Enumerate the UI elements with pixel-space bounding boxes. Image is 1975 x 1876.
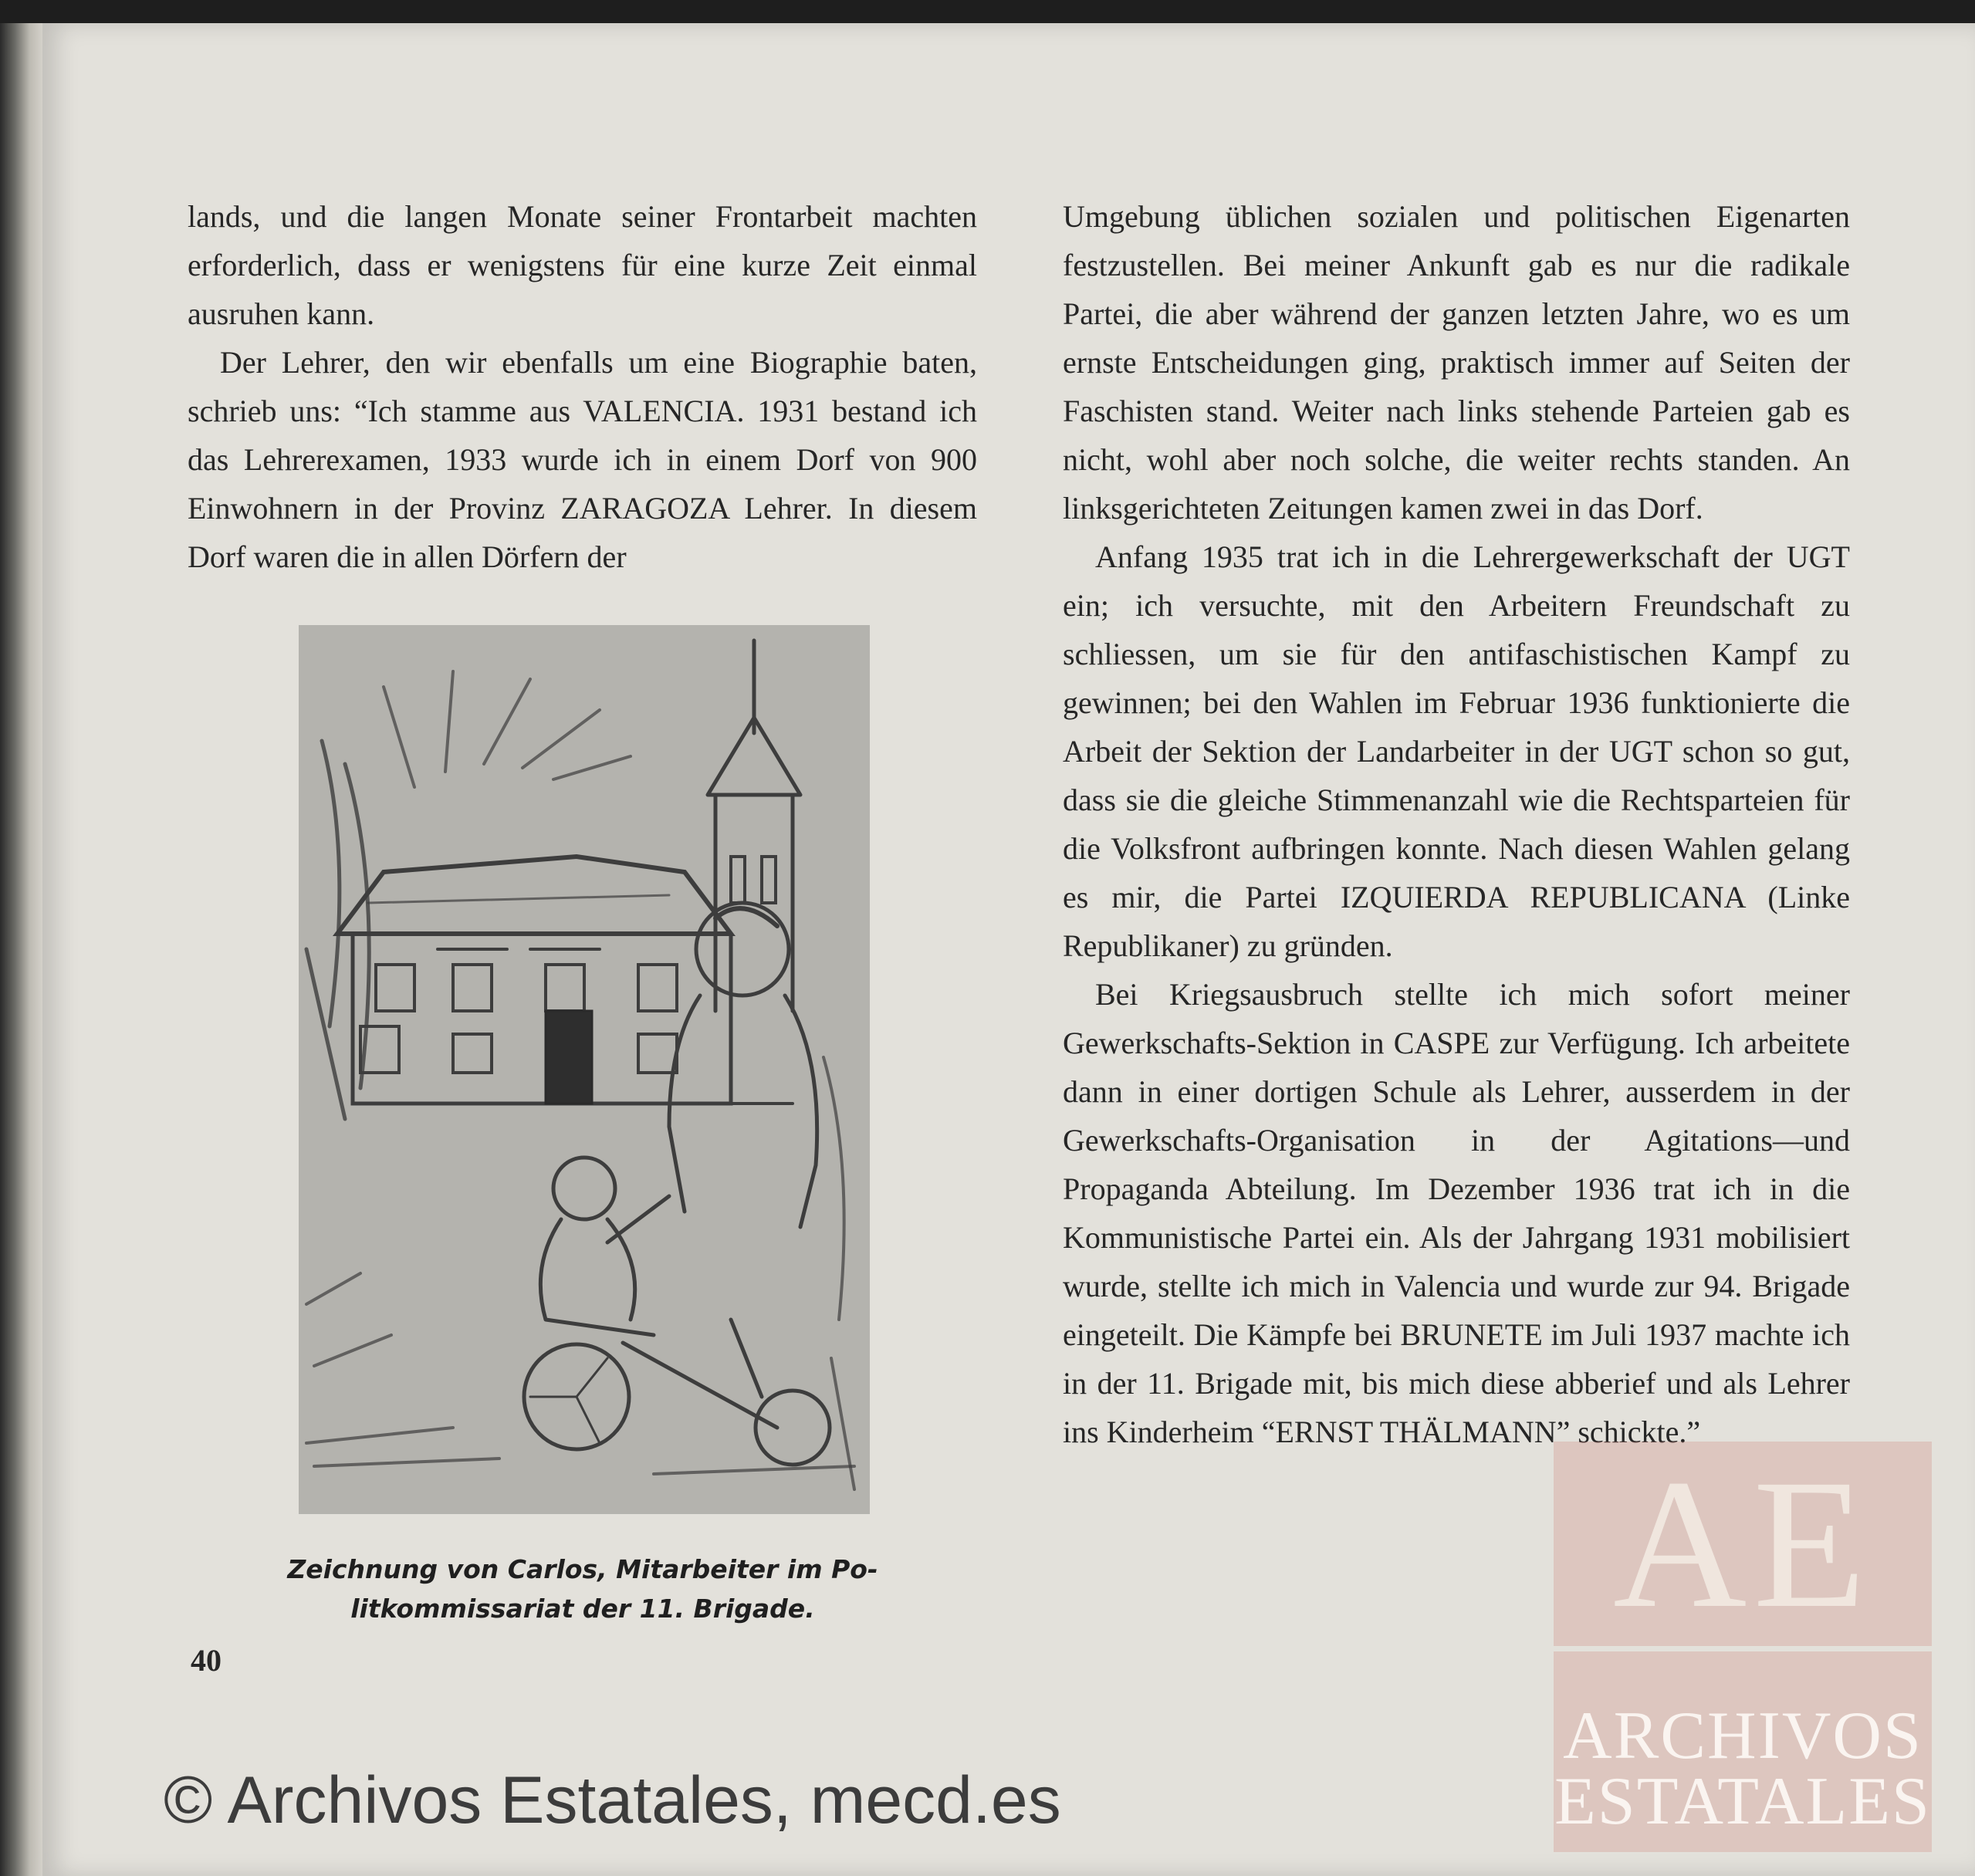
page-number: 40 xyxy=(191,1643,222,1678)
left-text-column xyxy=(188,192,977,581)
paragraph: Umgebung üblichen sozialen und politischen Eigenarten festzustellen. Bei meiner Ankunft gab es nur die radikale Partei, die aber während der ganzen letzten Jahre, wo es um ernste Entscheidungen ging, praktisch immer auf Seiten der Faschisten stand. Weiter nach links stehende Parteien gab es nicht, wohl aber noch solche, die weiter rechts standen. An linksgerichteten Zeitungen kamen zwei in das Dorf. xyxy=(1063,199,1850,526)
figure-caption xyxy=(282,1550,884,1628)
logo-letters: AE xyxy=(1613,1441,1872,1646)
paragraph: Der Lehrer, den wir ebenfalls um eine Biographie baten, schrieb uns: “Ich stamme aus VALENCIA. 1931 bestand ich das Lehrerexamen, 1933 wurde ich in einem Dorf von 900 Einwohnern in der Provinz ZARAGOZA Lehrer. In diesem Dorf waren die in allen Dörfern der xyxy=(188,345,977,574)
page-edge xyxy=(0,23,42,1876)
copyright-watermark: © Archivos Estatales, mecd.es xyxy=(164,1763,1061,1837)
archive-logo xyxy=(1554,1442,1932,1646)
paragraph: Bei Kriegsausbruch stellte ich mich sofort meiner Gewerkschafts-Sektion in CASPE zur Verfügung. Ich arbeitete dann in einer dortigen Schule als Lehrer, ausserdem in der Gewerkschafts-Organisation in der Agitations—und Propaganda Abteilung. Im Dezember 1936 trat ich in die Kommunistische Partei ein. Als der Jahrgang 1931 mobilisiert wurde, stellte ich mich in Valencia und wurde zur 94. Brigade eingeteilt. Die Kämpfe bei BRUNETE im Juli 1937 machte ich in der 11. Brigade mit, bis mich diese abberief und als Lehrer ins Kinderheim “ERNST THÄLMANN” schickte.” xyxy=(1063,977,1850,1449)
caption-line: Zeichnung von Carlos, Mitarbeiter im Po- xyxy=(287,1554,878,1584)
logo-text-archivos: ARCHIVOS xyxy=(1563,1699,1923,1773)
paragraph: Anfang 1935 trat ich in die Lehrergewerkschaft der UGT ein; ich versuchte, mit den Arbeitern Freundschaft zu schliessen, um sie für den antifaschistischen Kampf zu gewinnen; bei den Wahlen im Februar 1936 funktionierte die Arbeit der Sektion der Landarbeiter in der UGT schon so gut, dass sie die gleiche Stimmenanzahl wie die Rechtsparteien für die Volksfront aufbringen konnte. Nach diesen Wahlen gelang es mir, die Partei IZQUIERDA REPUBLICANA (Linke Republikaner) zu gründen. xyxy=(1063,539,1850,963)
paragraph: lands, und die langen Monate seiner Frontarbeit machten erforderlich, dass er wenigstens für eine kurze Zeit einmal ausruhen kann. xyxy=(188,199,977,331)
logo-text-estatales: ESTATALES xyxy=(1554,1764,1931,1839)
right-text-column xyxy=(1063,192,1850,1456)
caption-line: litkommissariat der 11. Brigade. xyxy=(350,1594,815,1624)
sketch-illustration xyxy=(299,625,870,1514)
